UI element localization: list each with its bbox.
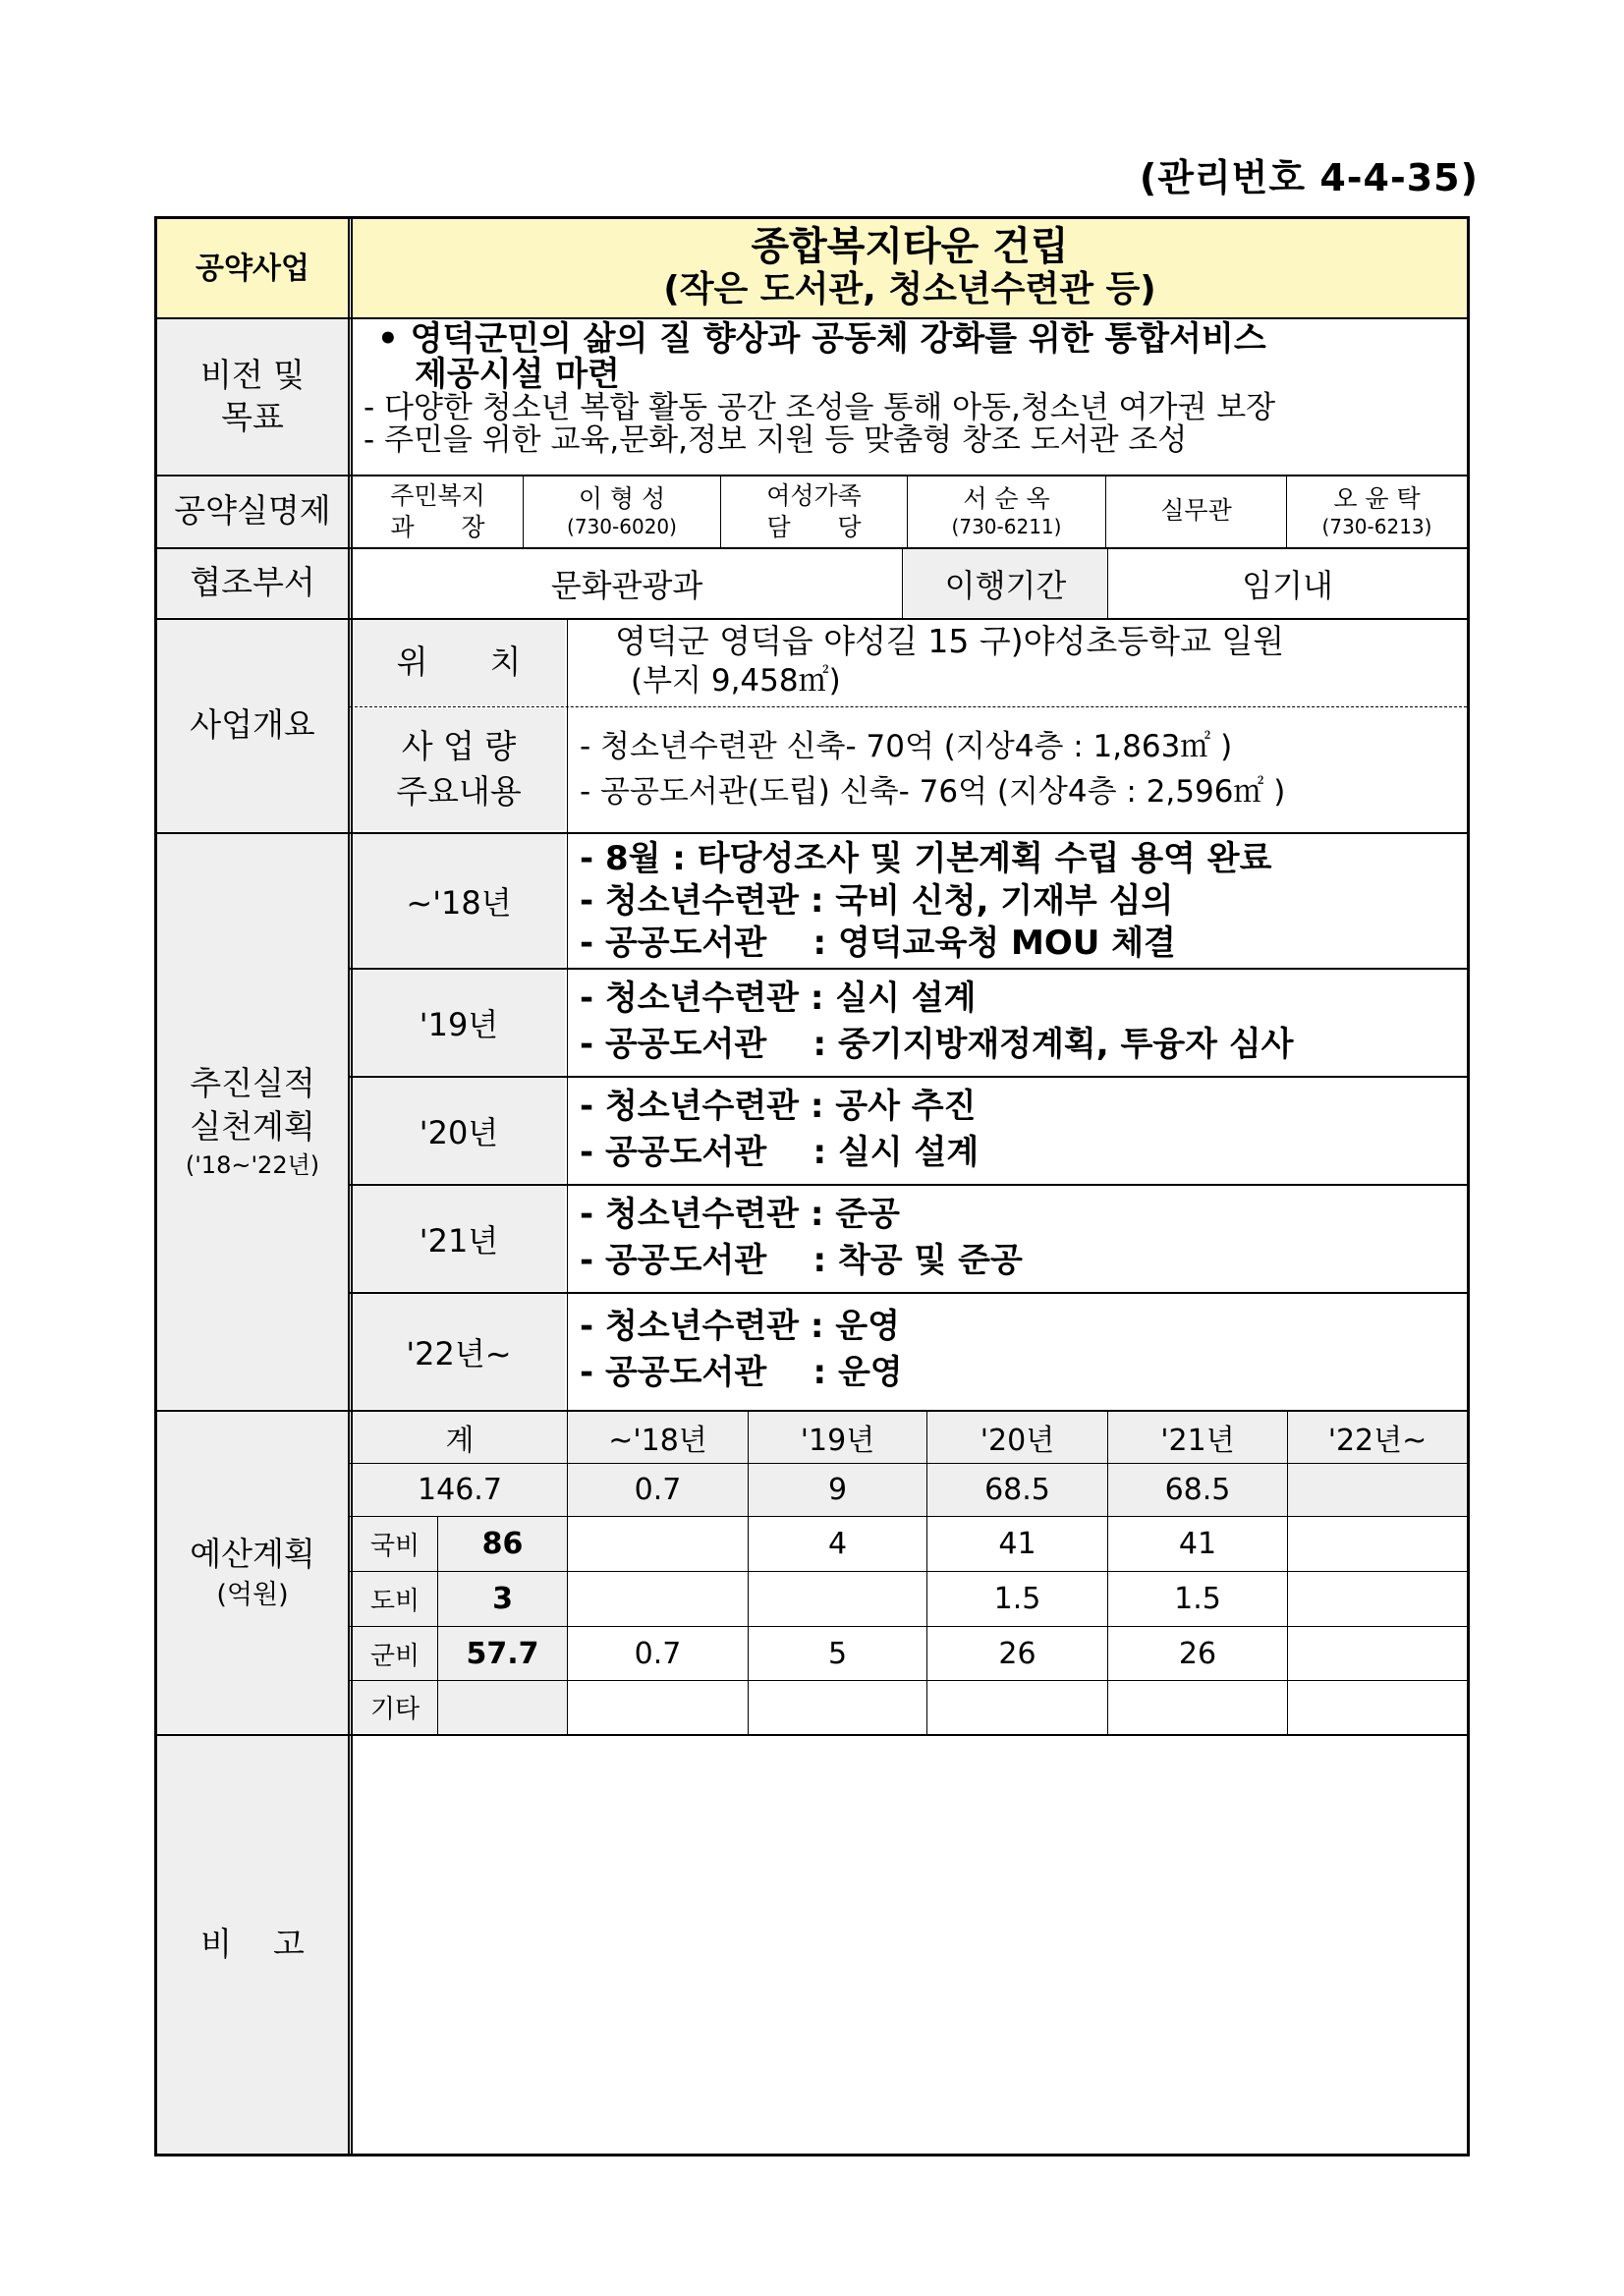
budget-total-2019	[749, 1464, 926, 1516]
coop-dept: 문화관광과	[550, 566, 703, 604]
plan-year-2022-cell	[353, 1294, 565, 1409]
budget-header-2020-text: '20년	[980, 1424, 1055, 1458]
budget-row-provincial-total	[438, 1572, 567, 1626]
budget-label-cell	[157, 1412, 348, 1733]
location-line1: 영덕군 영덕읍 야성길 15 구)야성초등학교 일원	[615, 622, 1285, 660]
plan-label-line1: 추진실적	[190, 1063, 315, 1102]
budget-provincial-2020-text: 1.5	[993, 1582, 1041, 1616]
plan-2020-line2: - 공공도서관 : 실시 설계	[580, 1133, 980, 1172]
resp-p2-name-cell	[908, 476, 1105, 546]
budget-national-2020	[927, 1517, 1107, 1571]
budget-header-2022	[1288, 1412, 1467, 1463]
project-label: 공약사업	[196, 251, 309, 286]
plan-2019-line1: - 청소년수련관 : 실시 설계	[580, 979, 977, 1018]
plan-year-2018: ~'18년	[406, 883, 512, 922]
budget-header-2019-text: '19년	[800, 1424, 875, 1458]
period-value: 임기내	[1242, 566, 1333, 604]
budget-row-county-name	[353, 1627, 437, 1680]
budget-header-2018-text: ~'18년	[608, 1424, 707, 1458]
budget-total-sum	[353, 1464, 567, 1516]
budget-row-other-total	[438, 1681, 567, 1733]
budget-header-2021	[1108, 1412, 1287, 1463]
plan-2021-line2: - 공공도서관 : 착공 및 준공	[580, 1241, 1023, 1280]
budget-row-national-name-text: 국비	[369, 1532, 420, 1561]
budget-national-2021	[1108, 1517, 1287, 1571]
period-label: 이행기간	[944, 566, 1067, 604]
budget-header-2018	[568, 1412, 748, 1463]
budget-total-2018-text: 0.7	[634, 1473, 682, 1507]
plan-2021-line1: - 청소년수련관 : 준공	[580, 1195, 900, 1234]
resp-p3-title-cell	[1106, 476, 1286, 546]
budget-row-provincial-name-text: 도비	[369, 1587, 420, 1616]
budget-row-other-name-text: 기타	[369, 1695, 420, 1724]
scale-content	[580, 708, 1464, 830]
plan-2018-line3: - 공공도서관 : 영덕교육청 MOU 체결	[580, 924, 1176, 963]
resp-p3-title: 실무관	[1160, 496, 1232, 526]
location-content	[580, 622, 1464, 705]
resp-p2-phone: (730-6211)	[951, 514, 1062, 538]
scale-label-line2: 주요내용	[396, 772, 522, 811]
plan-year-2022: '22년~	[406, 1334, 512, 1372]
budget-total-2020-text: 68.5	[984, 1473, 1050, 1507]
resp-p3-phone: (730-6213)	[1321, 514, 1432, 538]
project-subtitle: (작은 도서관, 청소년수련관 등)	[663, 269, 1156, 309]
resp-p3-name-cell	[1287, 476, 1467, 546]
plan-year-2019: '19년	[419, 1005, 499, 1043]
resp-p2-title-line2: 담 당	[766, 512, 862, 541]
plan-2018-line1: - 8월 : 타당성조사 및 기본계획 수립 용역 완료	[580, 839, 1272, 878]
plan-year-2018-cell	[353, 834, 565, 967]
budget-row-national-total	[438, 1517, 567, 1571]
budget-other-2020	[927, 1681, 1107, 1733]
project-title-cell	[353, 219, 1467, 317]
budget-other-2021	[1108, 1681, 1287, 1733]
vision-bullet-line2: 제공시설 마련	[415, 355, 620, 394]
responsible-label: 공약실명제	[174, 491, 331, 531]
budget-county-2022	[1288, 1627, 1467, 1680]
pledge-form-table	[154, 216, 1470, 2156]
vision-label-line2: 목표	[221, 397, 284, 436]
vision-content	[364, 321, 1464, 473]
budget-header-2022-text: '22년~	[1327, 1424, 1428, 1458]
plan-label-line3: ('18~'22년)	[185, 1150, 320, 1179]
responsible-label-cell	[157, 476, 348, 546]
budget-header-2019	[749, 1412, 926, 1463]
plan-2022-line1: - 청소년수련관 : 운영	[580, 1307, 900, 1346]
budget-provincial-2018	[568, 1572, 748, 1626]
plan-label-line2: 실천계획	[190, 1107, 315, 1147]
budget-label-line1: 예산계획	[190, 1534, 315, 1573]
project-title: 종합복지타운 건립	[751, 224, 1069, 269]
resp-p1-title-line2: 과 장	[390, 512, 485, 541]
overview-label: 사업개요	[190, 705, 315, 745]
resp-p3-name: 오 윤 탁	[1333, 484, 1421, 514]
plan-year-2021: '21년	[419, 1221, 499, 1260]
budget-row-provincial-name	[353, 1572, 437, 1626]
location-line2: (부지 9,458㎡)	[631, 663, 841, 699]
vision-item-1: - 다양한 청소년 복합 활동 공간 조성을 통해 아동,청소년 여가권 보장	[364, 390, 1276, 425]
budget-provincial-2021-text: 1.5	[1174, 1582, 1221, 1616]
budget-total-2018	[568, 1464, 748, 1516]
resp-p2-title-line1: 여성가족	[766, 481, 862, 511]
resp-p2-name: 서 순 옥	[963, 484, 1050, 514]
remarks-content	[353, 1736, 1467, 2154]
management-number: (관리번호 4-4-35)	[1139, 156, 1479, 199]
budget-county-2019	[749, 1627, 926, 1680]
remarks-label: 비 고	[200, 1925, 305, 1964]
budget-county-2019-text: 5	[827, 1636, 848, 1671]
vision-item-2: - 주민을 위한 교육,문화,정보 지원 등 맞춤형 창조 도서관 조성	[364, 422, 1188, 458]
resp-p1-name-cell	[524, 476, 720, 546]
budget-label-line2: (억원)	[216, 1579, 289, 1610]
budget-header-total	[353, 1412, 567, 1463]
budget-row-national-total-text: 86	[481, 1527, 524, 1561]
budget-provincial-2021	[1108, 1572, 1287, 1626]
location-label: 위 치	[396, 643, 522, 682]
plan-2022-line2: - 공공도서관 : 운영	[580, 1353, 903, 1392]
budget-total-2019-text: 9	[827, 1473, 848, 1507]
budget-header-2020	[927, 1412, 1107, 1463]
budget-provincial-2019	[749, 1572, 926, 1626]
budget-total-2021	[1108, 1464, 1287, 1516]
resp-p1-phone: (730-6020)	[567, 514, 677, 538]
budget-county-2021-text: 26	[1178, 1636, 1217, 1671]
plan-label-cell	[157, 834, 348, 1409]
budget-row-county-name-text: 군비	[369, 1641, 420, 1671]
budget-header-total-text: 계	[445, 1424, 475, 1458]
plan-2018-content	[580, 838, 1464, 966]
budget-national-2019	[749, 1517, 926, 1571]
resp-p1-title-line1: 주민복지	[390, 481, 485, 511]
resp-p1-name: 이 형 성	[578, 484, 666, 514]
plan-2019-line2: - 공공도서관 : 중기지방재정계획, 투융자 심사	[580, 1025, 1294, 1064]
budget-total-2022	[1288, 1464, 1467, 1516]
plan-2018-line2: - 청소년수련관 : 국비 신청, 기재부 심의	[580, 881, 1174, 921]
plan-2021-content	[580, 1192, 1464, 1290]
budget-total-2020	[927, 1464, 1107, 1516]
plan-year-2019-cell	[353, 970, 565, 1075]
budget-other-2019	[749, 1681, 926, 1733]
location-label-cell	[353, 620, 565, 705]
plan-2019-content	[580, 976, 1464, 1074]
budget-total-sum-text: 146.7	[418, 1473, 502, 1507]
budget-county-2018-text: 0.7	[634, 1636, 682, 1671]
budget-county-2021	[1108, 1627, 1287, 1680]
budget-national-2020-text: 41	[998, 1527, 1036, 1561]
budget-county-2020-text: 26	[998, 1636, 1036, 1671]
budget-county-2020	[927, 1627, 1107, 1680]
budget-national-2022	[1288, 1517, 1467, 1571]
plan-2020-content	[580, 1084, 1464, 1182]
remarks-label-cell	[157, 1736, 348, 2154]
vision-label-line1: 비전 및	[199, 355, 306, 394]
budget-row-provincial-total-text: 3	[492, 1582, 513, 1616]
budget-header-2021-text: '21년	[1160, 1424, 1235, 1458]
plan-year-2020-cell	[353, 1078, 565, 1183]
coop-label-cell	[157, 549, 348, 617]
scale-line2: - 공공도서관(도립) 신축- 76억 (지상4층 : 2,596㎡ )	[580, 774, 1286, 810]
budget-row-other-name	[353, 1681, 437, 1733]
scale-label-cell	[353, 708, 565, 830]
plan-year-2020: '20년	[419, 1113, 499, 1151]
scale-line1: - 청소년수련관 신축- 70억 (지상4층 : 1,863㎡ )	[580, 729, 1233, 764]
resp-p2-title	[721, 476, 907, 546]
budget-national-2021-text: 41	[1178, 1527, 1217, 1561]
budget-provincial-2020	[927, 1572, 1107, 1626]
plan-2022-content	[580, 1304, 1464, 1406]
budget-other-2022	[1288, 1681, 1467, 1733]
budget-provincial-2022	[1288, 1572, 1467, 1626]
overview-label-cell	[157, 620, 348, 831]
period-label-cell	[904, 549, 1107, 617]
plan-2020-line1: - 청소년수련관 : 공사 추진	[580, 1087, 977, 1126]
budget-county-2018	[568, 1627, 748, 1680]
project-label-cell	[157, 219, 348, 317]
budget-row-county-total-text: 57.7	[466, 1636, 539, 1671]
budget-total-2021-text: 68.5	[1164, 1473, 1231, 1507]
vision-bullet-line1: • 영덕군민의 삶의 질 향상과 공동체 강화를 위한 통합서비스	[377, 319, 1266, 359]
resp-p1-title	[353, 476, 523, 546]
budget-row-national-name	[353, 1517, 437, 1571]
budget-other-2018	[568, 1681, 748, 1733]
coop-dept-cell	[353, 549, 901, 617]
budget-national-2018	[568, 1517, 748, 1571]
plan-year-2021-cell	[353, 1186, 565, 1291]
coop-label: 협조부서	[190, 563, 315, 602]
period-value-cell	[1108, 549, 1467, 617]
budget-row-county-total	[438, 1627, 567, 1680]
budget-national-2019-text: 4	[827, 1527, 848, 1561]
scale-label-line1: 사 업 량	[401, 726, 517, 765]
vision-label-cell	[157, 319, 348, 474]
